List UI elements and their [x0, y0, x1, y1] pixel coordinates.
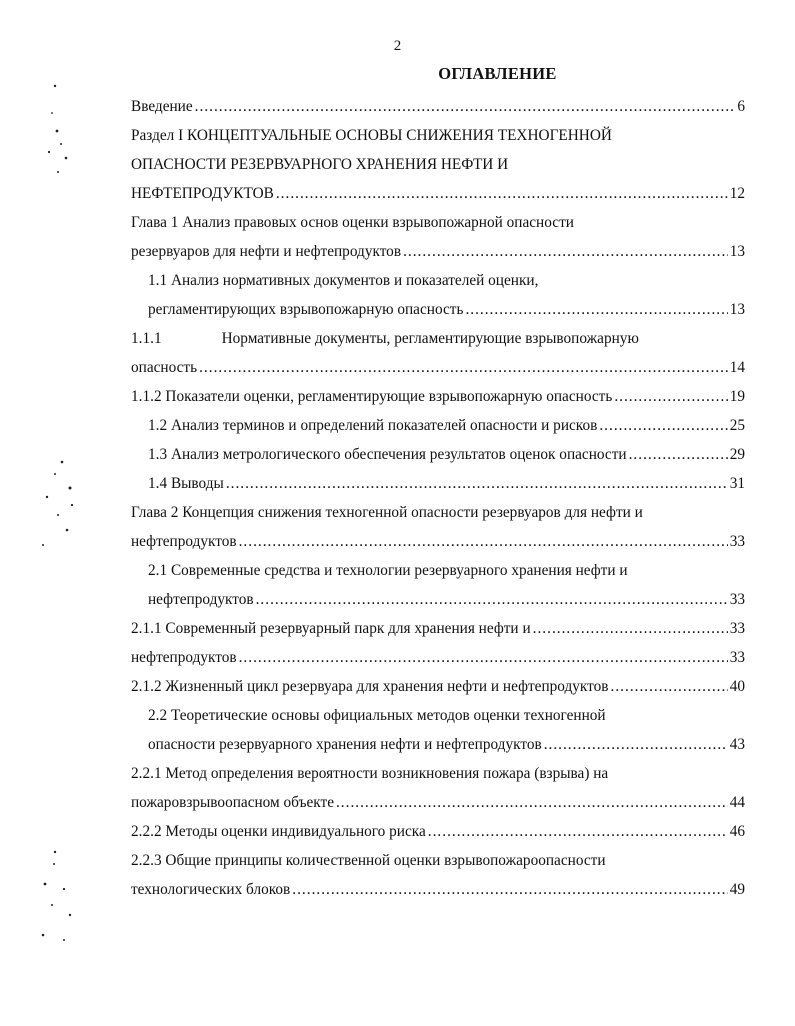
- toc-entry-last-line: [131, 469, 745, 498]
- toc-entry-text: Раздел I КОНЦЕПТУАЛЬНЫЕ ОСНОВЫ СНИЖЕНИЯ ТЕХНОГЕННОЙ: [131, 127, 612, 144]
- toc-page-number: 13: [729, 243, 745, 260]
- toc-leader-dots: [239, 643, 728, 672]
- toc-entry-text: пожаровзрывоопасном объекте: [131, 794, 334, 811]
- toc-entry: [131, 469, 745, 498]
- toc-entry-text: [131, 330, 639, 347]
- toc-leader-dots: [544, 730, 728, 759]
- toc-entry-text: 2.1.1 Современный резервуарный парк для хранения нефти и: [131, 620, 531, 637]
- toc-entry: [131, 846, 745, 904]
- toc-entry-number: 1.1.1: [131, 330, 162, 347]
- toc-entry-last-line: [131, 527, 745, 556]
- toc-leader-dots: [533, 614, 728, 643]
- toc-leader-dots: [195, 92, 736, 121]
- toc-entry-last-line: [131, 237, 745, 266]
- toc-page-number: 33: [729, 620, 745, 637]
- toc-entry-last-line: [131, 875, 745, 904]
- toc-entry-text: регламентирующих взрывопожарную опасность: [148, 301, 464, 318]
- toc-entry: [131, 556, 745, 614]
- toc-leader-dots: [292, 875, 727, 904]
- toc-leader-dots: [403, 237, 728, 266]
- toc-entry-text: опасность: [131, 359, 198, 376]
- toc-entry-last-line: [131, 353, 745, 382]
- toc-page-number: 6: [737, 98, 745, 115]
- toc-entry-line: [131, 208, 745, 237]
- toc-leader-dots: [629, 440, 728, 469]
- toc-entry-line: [131, 150, 745, 179]
- toc-entry: [131, 411, 745, 440]
- toc-entry: [131, 92, 745, 121]
- toc-page-number: 46: [729, 823, 745, 840]
- toc-entry: [131, 324, 745, 382]
- toc-entry-last-line: [131, 411, 745, 440]
- toc-entry-last-line: [131, 585, 745, 614]
- toc-entry-text: Глава 2 Концепция снижения техногенной опасности резервуаров для нефти и: [131, 504, 643, 521]
- toc-entry-last-line: [131, 643, 745, 672]
- toc-entry-text: резервуаров для нефти и нефтепродуктов: [131, 243, 402, 260]
- toc-entry-text: 2.2.3 Общие принципы количественной оценки взрывопожароопасности: [131, 852, 606, 869]
- toc-entry-text: ОПАСНОСТИ РЕЗЕРВУАРНОГО ХРАНЕНИЯ НЕФТИ И: [131, 156, 509, 173]
- toc-entry: [131, 817, 745, 846]
- toc-entry: [131, 643, 745, 672]
- toc-leader-dots: [599, 411, 727, 440]
- toc-entry-last-line: [131, 730, 745, 759]
- toc-entry-line: [131, 556, 745, 585]
- toc-page-number: 33: [729, 533, 745, 550]
- toc-entry: [131, 208, 745, 266]
- toc-entry-text: 1.4 Выводы: [148, 475, 224, 492]
- toc-leader-dots: [276, 179, 728, 208]
- toc-entry: [131, 614, 745, 643]
- toc-entry-text: опасности резервуарного хранения нефти и нефтепродуктов: [148, 736, 542, 753]
- toc-entry: [131, 672, 745, 701]
- toc-entry-text: Введение: [131, 98, 193, 115]
- toc-entry-text: 2.2.1 Метод определения вероятности возникновения пожара (взрыва) на: [131, 765, 609, 782]
- toc-entry-last-line: [131, 672, 745, 701]
- toc-page-number: 40: [729, 678, 745, 695]
- toc-entry-last-line: [131, 817, 745, 846]
- toc-page-number: 13: [729, 301, 745, 318]
- toc-leader-dots: [336, 788, 728, 817]
- scan-specks: [0, 0, 120, 1026]
- toc-page-number: 19: [729, 388, 745, 405]
- toc-entry-line: [131, 498, 745, 527]
- toc-entry-text: технологических блоков: [131, 881, 291, 898]
- toc-entry-text: 2.2.2 Методы оценки индивидуального риска: [131, 823, 426, 840]
- toc-entry-text: нефтепродуктов: [131, 533, 237, 550]
- toc-entry-line: [131, 759, 745, 788]
- table-of-contents: [131, 92, 745, 904]
- toc-entry-last-line: [131, 788, 745, 817]
- toc-entry-line: [131, 846, 745, 875]
- toc-entry-last-line: [131, 92, 745, 121]
- toc-page-number: 29: [729, 446, 745, 463]
- toc-page-number: 25: [729, 417, 745, 434]
- toc-entry-last-line: [131, 440, 745, 469]
- toc-entry: [131, 498, 745, 556]
- toc-entry-heading: Нормативные документы, регламентирующие взрывопожарную: [221, 330, 639, 347]
- toc-entry-text: 1.2 Анализ терминов и определений показателей опасности и рисков: [148, 417, 598, 434]
- toc-entry-text: 2.1.2 Жизненный цикл резервуара для хранения нефти и нефтепродуктов: [131, 678, 609, 695]
- toc-page-number: 43: [729, 736, 745, 753]
- toc-leader-dots: [199, 353, 728, 382]
- toc-entry-text: Глава 1 Анализ правовых основ оценки взрывопожарной опасности: [131, 214, 574, 231]
- toc-entry: [131, 440, 745, 469]
- toc-entry-line: [131, 701, 745, 730]
- toc-entry-text: 1.1.2 Показатели оценки, регламентирующие взрывопожарную опасность: [131, 388, 613, 405]
- toc-entry-last-line: [131, 614, 745, 643]
- toc-entry-text: 1.1 Анализ нормативных документов и показателей оценки,: [148, 272, 539, 289]
- toc-entry: [131, 701, 745, 759]
- toc-entry-line: [131, 266, 745, 295]
- toc-leader-dots: [226, 469, 728, 498]
- toc-leader-dots: [239, 527, 728, 556]
- toc-entry-text: 1.3 Анализ метрологического обеспечения результатов оценок опасности: [148, 446, 627, 463]
- toc-page-number: 33: [729, 649, 745, 666]
- page-number: 2: [393, 38, 402, 54]
- toc-leader-dots: [614, 382, 727, 411]
- toc-entry-text: нефтепродуктов: [148, 591, 254, 608]
- toc-leader-dots: [428, 817, 728, 846]
- toc-page-number: 14: [729, 359, 745, 376]
- toc-page-number: 44: [729, 794, 745, 811]
- toc-entry: [131, 382, 745, 411]
- page-title-text: ОГЛАВЛЕНИЕ: [438, 64, 557, 83]
- toc-page-number: 31: [729, 475, 745, 492]
- page-title: [0, 64, 795, 84]
- toc-entry-line: [131, 121, 745, 150]
- toc-leader-dots: [256, 585, 728, 614]
- toc-page-number: 33: [729, 591, 745, 608]
- toc-entry-text: 2.1 Современные средства и технологии резервуарного хранения нефти и: [148, 562, 628, 579]
- toc-leader-dots: [465, 295, 727, 324]
- toc-page-number: 12: [729, 185, 745, 202]
- toc-entry-text: 2.2 Теоретические основы официальных методов оценки техногенной: [148, 707, 606, 724]
- toc-entry-last-line: [131, 382, 745, 411]
- toc-entry-text: НЕФТЕПРОДУКТОВ: [131, 185, 274, 202]
- toc-entry: [131, 266, 745, 324]
- toc-entry-line: [131, 324, 745, 353]
- toc-entry: [131, 759, 745, 817]
- toc-entry-text: нефтепродуктов: [131, 649, 237, 666]
- toc-entry: [131, 121, 745, 208]
- toc-leader-dots: [611, 672, 728, 701]
- toc-entry-last-line: [131, 295, 745, 324]
- toc-page-number: 49: [729, 881, 745, 898]
- toc-entry-last-line: [131, 179, 745, 208]
